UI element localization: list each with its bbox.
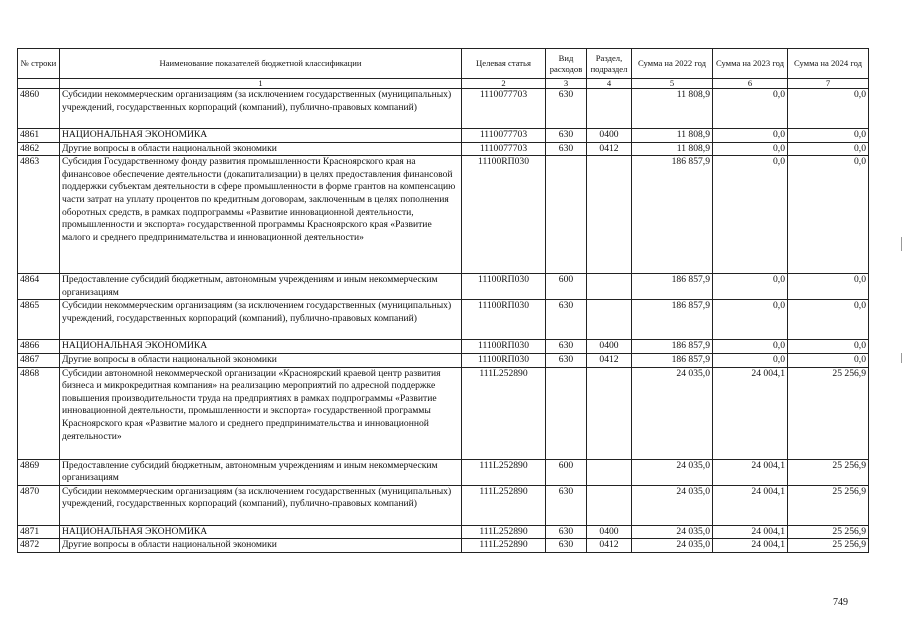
amount-2023-cell: 24 004,1 [713,539,788,553]
amount-2022-cell: 11 808,9 [632,142,713,156]
expense-type-cell: 600 [546,459,587,485]
indicator-name-cell: НАЦИОНАЛЬНАЯ ЭКОНОМИКА [60,525,462,539]
table-header-row [18,49,869,79]
amount-2022-cell: 186 857,9 [632,300,713,340]
amount-2023-cell: 0,0 [713,300,788,340]
row-number-cell: 4864 [18,274,60,300]
column-number: 4 [587,79,632,89]
amount-2023-cell: 0,0 [713,129,788,143]
expense-type-cell: 630 [546,142,587,156]
target-article-cell: 1110077703 [462,89,546,129]
target-article-cell: 111L252890 [462,367,546,459]
amount-2022-cell: 186 857,9 [632,353,713,367]
row-number-cell: 4865 [18,300,60,340]
amount-2023-cell: 24 004,1 [713,367,788,459]
header-amount-2023: Сумма на 2023 год [713,49,788,79]
header-section: Раздел, подраздел [587,49,632,79]
indicator-name-cell: Субсидии некоммерческим организациям (за исключением государственных (муниципальных) учреждений, государственных корпораций (компаний), публично-правовых компаний) [60,89,462,129]
section-cell: 0412 [587,353,632,367]
expense-type-cell: 630 [546,539,587,553]
table-row [18,459,869,485]
section-cell: 0400 [587,525,632,539]
section-cell: 0400 [587,129,632,143]
row-number-cell: 4871 [18,525,60,539]
column-number: 3 [546,79,587,89]
indicator-name-cell: НАЦИОНАЛЬНАЯ ЭКОНОМИКА [60,340,462,354]
row-number-cell: 4863 [18,156,60,274]
section-cell: 0412 [587,539,632,553]
row-number-cell: 4872 [18,539,60,553]
amount-2022-cell: 24 035,0 [632,539,713,553]
expense-type-cell [546,156,587,274]
column-number: 5 [632,79,713,89]
expense-type-cell: 630 [546,89,587,129]
amount-2024-cell: 0,0 [788,142,869,156]
indicator-name-cell: Субсидия Государственному фонду развития промышленности Красноярского края на финансовое обеспечение деятельности (докапитализации) в целях предоставления финансовой поддержки субъектам деятельности в сфере промышленности в форме грантов на компенсацию части затрат на уплату процентов по кредитным договорам, заключенным в целях пополнения оборотных средств, в рамках подпрограммы «Развитие инновационной деятельности, промышленности и экспорта» государственной программы Красноярского края «Развитие малого и среднего предпринимательства и инновационной деятельности» [60,156,462,274]
amount-2024-cell: 25 256,9 [788,367,869,459]
column-number: 1 [60,79,462,89]
indicator-name-cell: НАЦИОНАЛЬНАЯ ЭКОНОМИКА [60,129,462,143]
row-number-cell: 4870 [18,485,60,525]
amount-2024-cell: 25 256,9 [788,459,869,485]
expense-type-cell: 630 [546,340,587,354]
section-cell [587,459,632,485]
header-amount-2024: Сумма на 2024 год [788,49,869,79]
amount-2024-cell: 0,0 [788,353,869,367]
row-number-cell: 4862 [18,142,60,156]
amount-2023-cell: 0,0 [713,353,788,367]
indicator-name-cell: Субсидии автономной некоммерческой организации «Красноярский краевой центр развития бизнеса и микрокредитная компания» на реализацию мероприятий по адресной поддержке повышения производительности труда на предприятиях в рамках подпрограммы «Развитие инновационной деятельности, промышленности и экспорта» государственной программы Красноярского края «Развитие малого и среднего предпринимательства и инновационной деятельности» [60,367,462,459]
amount-2023-cell: 24 004,1 [713,485,788,525]
scan-edge-mark [901,353,902,363]
header-expense-type: Вид расходов [546,49,587,79]
indicator-name-cell: Субсидии некоммерческим организациям (за исключением государственных (муниципальных) учреждений, государственных корпораций (компаний), публично-правовых компаний) [60,300,462,340]
table-row [18,353,869,367]
amount-2023-cell: 0,0 [713,340,788,354]
target-article-cell: 1110077703 [462,129,546,143]
budget-table [17,48,869,553]
scan-edge-mark [901,237,902,251]
amount-2024-cell: 0,0 [788,300,869,340]
row-number-cell: 4861 [18,129,60,143]
amount-2024-cell: 25 256,9 [788,525,869,539]
column-number [18,79,60,89]
amount-2022-cell: 24 035,0 [632,459,713,485]
indicator-name-cell: Субсидии некоммерческим организациям (за исключением государственных (муниципальных) учреждений, государственных корпораций (компаний), публично-правовых компаний) [60,485,462,525]
table-row [18,367,869,459]
row-number-cell: 4868 [18,367,60,459]
column-number-row [18,79,869,89]
header-amount-2022: Сумма на 2022 год [632,49,713,79]
section-cell: 0400 [587,340,632,354]
row-number-cell: 4867 [18,353,60,367]
section-cell [587,274,632,300]
expense-type-cell: 630 [546,129,587,143]
amount-2022-cell: 11 808,9 [632,129,713,143]
amount-2023-cell: 0,0 [713,89,788,129]
column-number: 2 [462,79,546,89]
indicator-name-cell: Предоставление субсидий бюджетным, автономным учреждениям и иным некоммерческим организациям [60,274,462,300]
target-article-cell: 11100RП030 [462,353,546,367]
expense-type-cell: 630 [546,525,587,539]
amount-2023-cell: 24 004,1 [713,459,788,485]
amount-2024-cell: 25 256,9 [788,485,869,525]
column-number: 7 [788,79,869,89]
section-cell [587,485,632,525]
target-article-cell: 11100RП030 [462,274,546,300]
amount-2023-cell: 0,0 [713,274,788,300]
indicator-name-cell: Предоставление субсидий бюджетным, автономным учреждениям и иным некоммерческим организациям [60,459,462,485]
table-body [18,89,869,553]
section-cell: 0412 [587,142,632,156]
table-row [18,340,869,354]
section-cell [587,367,632,459]
amount-2022-cell: 24 035,0 [632,525,713,539]
amount-2023-cell: 0,0 [713,142,788,156]
amount-2024-cell: 0,0 [788,340,869,354]
column-number: 6 [713,79,788,89]
table-row [18,525,869,539]
indicator-name-cell: Другие вопросы в области национальной экономики [60,539,462,553]
amount-2023-cell: 0,0 [713,156,788,274]
amount-2022-cell: 186 857,9 [632,156,713,274]
amount-2022-cell: 24 035,0 [632,367,713,459]
target-article-cell: 111L252890 [462,485,546,525]
indicator-name-cell: Другие вопросы в области национальной экономики [60,142,462,156]
amount-2022-cell: 186 857,9 [632,274,713,300]
table-row [18,274,869,300]
header-row-number: № строки [18,49,60,79]
target-article-cell: 11100RП030 [462,340,546,354]
amount-2022-cell: 24 035,0 [632,485,713,525]
amount-2024-cell: 0,0 [788,274,869,300]
amount-2024-cell: 0,0 [788,156,869,274]
expense-type-cell [546,367,587,459]
amount-2024-cell: 0,0 [788,89,869,129]
amount-2024-cell: 0,0 [788,129,869,143]
section-cell [587,300,632,340]
target-article-cell: 1110077703 [462,142,546,156]
expense-type-cell: 630 [546,353,587,367]
target-article-cell: 111L252890 [462,525,546,539]
target-article-cell: 11100RП030 [462,300,546,340]
amount-2023-cell: 24 004,1 [713,525,788,539]
target-article-cell: 111L252890 [462,539,546,553]
section-cell [587,89,632,129]
table-row [18,539,869,553]
row-number-cell: 4860 [18,89,60,129]
amount-2022-cell: 186 857,9 [632,340,713,354]
expense-type-cell: 630 [546,485,587,525]
table-row [18,300,869,340]
target-article-cell: 11100RП030 [462,156,546,274]
target-article-cell: 111L252890 [462,459,546,485]
amount-2024-cell: 25 256,9 [788,539,869,553]
expense-type-cell: 600 [546,274,587,300]
row-number-cell: 4869 [18,459,60,485]
header-indicator-name: Наименование показателей бюджетной классификации [60,49,462,79]
section-cell [587,156,632,274]
table-row [18,156,869,274]
header-target-article: Целевая статья [462,49,546,79]
table-row [18,485,869,525]
table-row [18,89,869,129]
page-number: 749 [833,597,848,608]
expense-type-cell: 630 [546,300,587,340]
table-row [18,142,869,156]
indicator-name-cell: Другие вопросы в области национальной экономики [60,353,462,367]
table-row [18,129,869,143]
amount-2022-cell: 11 808,9 [632,89,713,129]
row-number-cell: 4866 [18,340,60,354]
